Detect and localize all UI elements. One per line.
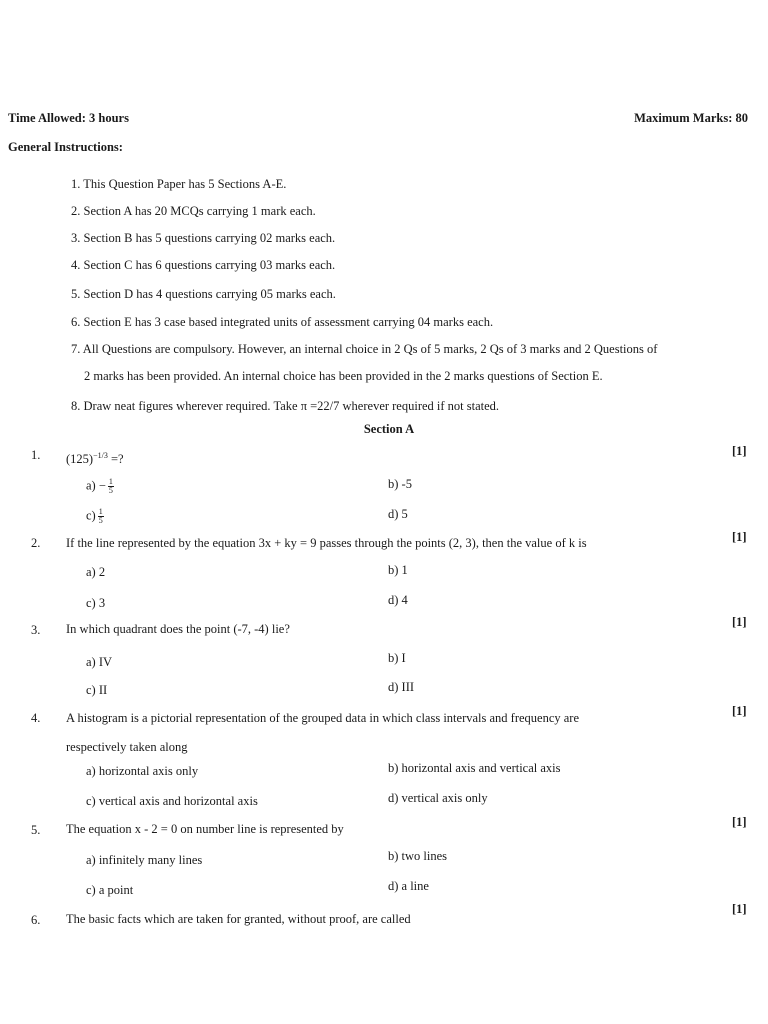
option-b: b) 1	[388, 563, 408, 577]
option-d: d) III	[388, 680, 415, 694]
question-marks: [1]	[732, 902, 747, 916]
option-c: c) 3	[86, 596, 106, 610]
question-text: The basic facts which are taken for granted, without proof, are called	[66, 912, 411, 926]
option-c: c) vertical axis and horizontal axis	[86, 794, 258, 808]
question-number: 4.	[31, 711, 41, 725]
option-b: b) horizontal axis and vertical axis	[388, 761, 561, 775]
question-marks: [1]	[732, 615, 747, 629]
question-text	[66, 441, 706, 474]
question-number: 6.	[31, 913, 41, 927]
instruction-item: 5. Section D has 4 questions carrying 05 marks each.	[71, 287, 336, 301]
time-allowed: Time Allowed: 3 hours	[8, 111, 129, 125]
question-text: The equation x - 2 = 0 on number line is represented by	[66, 822, 344, 836]
general-instructions-title: General Instructions:	[8, 140, 123, 154]
option-a-label: a) −	[86, 478, 106, 493]
question-base: (125)	[66, 452, 94, 467]
question-number: 3.	[31, 623, 41, 637]
question-exponent: −1/3	[93, 451, 108, 460]
question-tail: =?	[107, 452, 124, 467]
fraction	[98, 508, 104, 525]
question-text-continued: respectively taken along	[66, 740, 188, 754]
paper-header	[8, 111, 748, 126]
instruction-item: 6. Section E has 3 case based integrated units of assessment carrying 04 marks each.	[71, 315, 494, 329]
section-title: Section A	[363, 422, 415, 436]
option-a: a) 2	[86, 565, 106, 579]
question-marks: [1]	[732, 444, 747, 458]
option-a	[86, 478, 114, 495]
option-b: b) two lines	[388, 849, 448, 863]
option-d: d) 5	[388, 507, 408, 521]
question-number: 1.	[31, 448, 41, 462]
option-c-label: c)	[86, 508, 96, 523]
option-b: b) -5	[388, 477, 412, 491]
option-c: c) a point	[86, 883, 134, 897]
instruction-item: 7. All Questions are compulsory. However, an internal choice in 2 Qs of 5 marks, 2 Qs of 3 marks and 2 Questions of	[71, 342, 658, 356]
option-a: a) IV	[86, 655, 113, 669]
instruction-item-continued: 2 marks has been provided. An internal choice has been provided in the 2 marks questions of Section E.	[84, 369, 603, 383]
instruction-item: 2. Section A has 20 MCQs carrying 1 mark each.	[71, 204, 316, 218]
fraction-denominator: 5	[108, 486, 113, 495]
option-a: a) infinitely many lines	[86, 853, 203, 867]
instruction-item: 1. This Question Paper has 5 Sections A-E.	[71, 177, 287, 191]
instruction-item: 3. Section B has 5 questions carrying 02 marks each.	[71, 231, 336, 245]
question-text: If the line represented by the equation 3x + ky = 9 passes through the points (2, 3), then the value of k is	[66, 536, 587, 550]
option-d: d) vertical axis only	[388, 791, 488, 805]
fraction	[108, 478, 114, 495]
question-number: 2.	[31, 536, 41, 550]
fraction-numerator: 1	[98, 507, 103, 516]
option-c	[86, 508, 104, 525]
question-marks: [1]	[732, 704, 747, 718]
fraction-denominator: 5	[98, 516, 103, 525]
question-text: In which quadrant does the point (-7, -4) lie?	[66, 622, 290, 636]
maximum-marks: Maximum Marks: 80	[634, 111, 748, 125]
question-marks: [1]	[732, 530, 747, 544]
question-text: A histogram is a pictorial representation of the grouped data in which class intervals and frequency are	[66, 711, 580, 725]
question-number: 5.	[31, 823, 41, 837]
question-marks: [1]	[732, 815, 747, 829]
instruction-item: 8. Draw neat figures wherever required. Take π =22/7 wherever required if not stated.	[71, 399, 500, 413]
option-d: d) a line	[388, 879, 429, 893]
instruction-item: 4. Section C has 6 questions carrying 03 marks each.	[71, 258, 336, 272]
option-b: b) I	[388, 651, 406, 665]
fraction-numerator: 1	[108, 477, 113, 486]
option-d: d) 4	[388, 593, 408, 607]
option-a: a) horizontal axis only	[86, 764, 199, 778]
option-c: c) II	[86, 683, 108, 697]
